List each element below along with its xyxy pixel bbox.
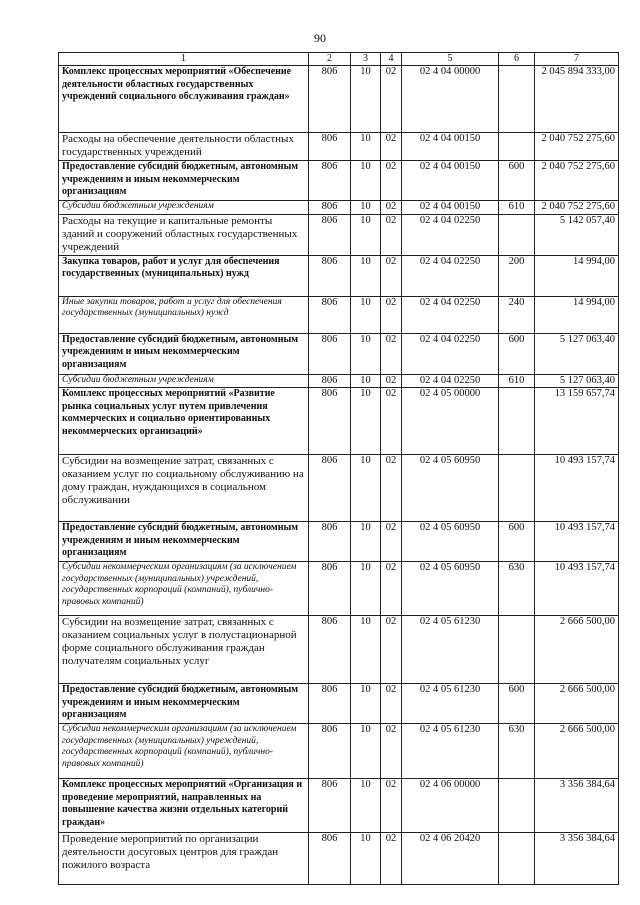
cell-target-article: 02 4 04 02250 [402, 333, 499, 374]
cell-admin-code: 806 [309, 388, 351, 455]
cell-amount: 14 994,00 [535, 255, 619, 296]
table-row [59, 374, 619, 388]
table-row [59, 522, 619, 562]
cell-subsection: 02 [381, 133, 402, 161]
cell-target-article: 02 4 05 60950 [402, 522, 499, 562]
cell-subsection: 02 [381, 724, 402, 779]
table-row [59, 562, 619, 616]
cell-admin-code: 806 [309, 455, 351, 522]
cell-section: 10 [351, 455, 381, 522]
cell-expense-type: 200 [499, 255, 535, 296]
cell-name: Предоставление субсидий бюджетным, автономным учреждениям и иным некоммерческим организациям [59, 333, 309, 374]
cell-amount: 5 142 057,40 [535, 214, 619, 255]
table-row [59, 833, 619, 885]
cell-section: 10 [351, 388, 381, 455]
cell-target-article: 02 4 05 61230 [402, 616, 499, 684]
cell-subsection: 02 [381, 833, 402, 885]
table-row [59, 133, 619, 161]
budget-table [58, 52, 619, 885]
cell-section: 10 [351, 374, 381, 388]
cell-expense-type: 240 [499, 296, 535, 333]
table-row [59, 214, 619, 255]
cell-target-article: 02 4 04 02250 [402, 296, 499, 333]
cell-expense-type [499, 214, 535, 255]
cell-admin-code: 806 [309, 374, 351, 388]
cell-subsection: 02 [381, 779, 402, 833]
cell-expense-type [499, 833, 535, 885]
cell-expense-type: 600 [499, 522, 535, 562]
cell-target-article: 02 4 04 02250 [402, 374, 499, 388]
cell-subsection: 02 [381, 374, 402, 388]
cell-subsection: 02 [381, 562, 402, 616]
cell-subsection: 02 [381, 296, 402, 333]
cell-subsection: 02 [381, 66, 402, 133]
cell-name: Расходы на текущие и капитальные ремонты зданий и сооружений областных государственных учреждений [59, 214, 309, 255]
header-col-2: 2 [309, 53, 351, 66]
cell-section: 10 [351, 296, 381, 333]
cell-amount: 2 666 500,00 [535, 616, 619, 684]
cell-admin-code: 806 [309, 684, 351, 724]
cell-target-article: 02 4 04 02250 [402, 214, 499, 255]
cell-subsection: 02 [381, 455, 402, 522]
cell-target-article: 02 4 04 00000 [402, 66, 499, 133]
cell-subsection: 02 [381, 522, 402, 562]
cell-expense-type: 610 [499, 374, 535, 388]
cell-expense-type: 600 [499, 333, 535, 374]
table-row [59, 616, 619, 684]
header-col-7: 7 [535, 53, 619, 66]
cell-subsection: 02 [381, 214, 402, 255]
cell-section: 10 [351, 214, 381, 255]
cell-expense-type [499, 66, 535, 133]
cell-amount: 2 045 894 333,00 [535, 66, 619, 133]
cell-subsection: 02 [381, 388, 402, 455]
table-row [59, 255, 619, 296]
table-row [59, 201, 619, 215]
cell-name: Субсидии некоммерческим организациям (за исключением государственных (муниципальных) учреждений, государственных корпораций (компаний), публично-правовых компаний) [59, 724, 309, 779]
cell-admin-code: 806 [309, 522, 351, 562]
cell-expense-type [499, 779, 535, 833]
cell-section: 10 [351, 724, 381, 779]
table-row [59, 388, 619, 455]
table-row [59, 161, 619, 201]
table-row [59, 779, 619, 833]
header-col-4: 4 [381, 53, 402, 66]
cell-target-article: 02 4 06 00000 [402, 779, 499, 833]
cell-target-article: 02 4 05 61230 [402, 684, 499, 724]
cell-amount: 3 356 384,64 [535, 779, 619, 833]
cell-admin-code: 806 [309, 779, 351, 833]
table-row [59, 684, 619, 724]
cell-name: Проведение мероприятий по организации деятельности досуговых центров для граждан пожилого возраста [59, 833, 309, 885]
cell-admin-code: 806 [309, 161, 351, 201]
cell-section: 10 [351, 255, 381, 296]
cell-amount: 13 159 657,74 [535, 388, 619, 455]
cell-amount: 3 356 384,64 [535, 833, 619, 885]
cell-subsection: 02 [381, 255, 402, 296]
cell-target-article: 02 4 04 00150 [402, 161, 499, 201]
cell-section: 10 [351, 779, 381, 833]
cell-name: Субсидии на возмещение затрат, связанных с оказанием социальных услуг в полустационарной форме социального обслуживания граждан получателям социальных услуг [59, 616, 309, 684]
cell-name: Комплекс процессных мероприятий «Обеспечение деятельности областных государственных учреждений социального обслуживания граждан» [59, 66, 309, 133]
cell-admin-code: 806 [309, 133, 351, 161]
cell-section: 10 [351, 616, 381, 684]
cell-admin-code: 806 [309, 296, 351, 333]
cell-section: 10 [351, 522, 381, 562]
cell-name: Предоставление субсидий бюджетным, автономным учреждениям и иным некоммерческим организациям [59, 522, 309, 562]
cell-target-article: 02 4 04 00150 [402, 201, 499, 215]
cell-expense-type: 610 [499, 201, 535, 215]
cell-admin-code: 806 [309, 201, 351, 215]
cell-amount: 2 666 500,00 [535, 724, 619, 779]
table-row [59, 724, 619, 779]
cell-target-article: 02 4 05 60950 [402, 455, 499, 522]
cell-name: Субсидии бюджетным учреждениям [59, 374, 309, 388]
cell-section: 10 [351, 201, 381, 215]
header-row [59, 53, 619, 66]
cell-expense-type [499, 455, 535, 522]
cell-section: 10 [351, 833, 381, 885]
cell-subsection: 02 [381, 616, 402, 684]
cell-amount: 10 493 157,74 [535, 455, 619, 522]
cell-amount: 2 666 500,00 [535, 684, 619, 724]
cell-target-article: 02 4 04 02250 [402, 255, 499, 296]
cell-expense-type [499, 133, 535, 161]
cell-expense-type: 600 [499, 684, 535, 724]
cell-admin-code: 806 [309, 562, 351, 616]
cell-expense-type [499, 388, 535, 455]
cell-admin-code: 806 [309, 333, 351, 374]
cell-target-article: 02 4 05 61230 [402, 724, 499, 779]
table-row [59, 455, 619, 522]
cell-target-article: 02 4 05 60950 [402, 562, 499, 616]
cell-expense-type: 630 [499, 724, 535, 779]
cell-name: Комплекс процессных мероприятий «Организация и проведение мероприятий, направленных на повышение качества жизни отдельных категорий граждан» [59, 779, 309, 833]
table-row [59, 296, 619, 333]
cell-section: 10 [351, 684, 381, 724]
cell-subsection: 02 [381, 201, 402, 215]
cell-subsection: 02 [381, 161, 402, 201]
cell-amount: 10 493 157,74 [535, 522, 619, 562]
cell-amount: 10 493 157,74 [535, 562, 619, 616]
cell-name: Субсидии бюджетным учреждениям [59, 201, 309, 215]
cell-amount: 5 127 063,40 [535, 374, 619, 388]
cell-admin-code: 806 [309, 616, 351, 684]
cell-name: Иные закупки товаров, работ и услуг для обеспечения государственных (муниципальных) нужд [59, 296, 309, 333]
cell-name: Закупка товаров, работ и услуг для обеспечения государственных (муниципальных) нужд [59, 255, 309, 296]
cell-target-article: 02 4 05 00000 [402, 388, 499, 455]
header-col-1: 1 [59, 53, 309, 66]
cell-section: 10 [351, 133, 381, 161]
cell-subsection: 02 [381, 684, 402, 724]
table-row [59, 66, 619, 133]
cell-section: 10 [351, 66, 381, 133]
header-col-6: 6 [499, 53, 535, 66]
cell-admin-code: 806 [309, 66, 351, 133]
cell-amount: 14 994,00 [535, 296, 619, 333]
cell-target-article: 02 4 04 00150 [402, 133, 499, 161]
cell-section: 10 [351, 333, 381, 374]
cell-section: 10 [351, 161, 381, 201]
cell-expense-type: 630 [499, 562, 535, 616]
cell-section: 10 [351, 562, 381, 616]
cell-amount: 2 040 752 275,60 [535, 201, 619, 215]
cell-amount: 2 040 752 275,60 [535, 161, 619, 201]
cell-amount: 5 127 063,40 [535, 333, 619, 374]
cell-name: Предоставление субсидий бюджетным, автономным учреждениям и иным некоммерческим организациям [59, 161, 309, 201]
cell-name: Субсидии на возмещение затрат, связанных с оказанием услуг по социальному обслуживанию на дому граждан, нуждающихся в социальном обслуживании [59, 455, 309, 522]
header-col-5: 5 [402, 53, 499, 66]
header-col-3: 3 [351, 53, 381, 66]
cell-admin-code: 806 [309, 724, 351, 779]
cell-expense-type [499, 616, 535, 684]
cell-name: Субсидии некоммерческим организациям (за исключением государственных (муниципальных) учреждений, государственных корпораций (компаний), публично-правовых компаний) [59, 562, 309, 616]
cell-subsection: 02 [381, 333, 402, 374]
cell-name: Предоставление субсидий бюджетным, автономным учреждениям и иным некоммерческим организациям [59, 684, 309, 724]
cell-expense-type: 600 [499, 161, 535, 201]
table-row [59, 333, 619, 374]
cell-admin-code: 806 [309, 214, 351, 255]
cell-admin-code: 806 [309, 255, 351, 296]
cell-amount: 2 040 752 275,60 [535, 133, 619, 161]
cell-name: Комплекс процессных мероприятий «Развитие рынка социальных услуг путем привлечения коммерческих и социально ориентированных некоммерческих организаций» [59, 388, 309, 455]
page-number: 90 [314, 31, 326, 45]
cell-target-article: 02 4 06 20420 [402, 833, 499, 885]
cell-name: Расходы на обеспечение деятельности областных государственных учреждений [59, 133, 309, 161]
cell-admin-code: 806 [309, 833, 351, 885]
